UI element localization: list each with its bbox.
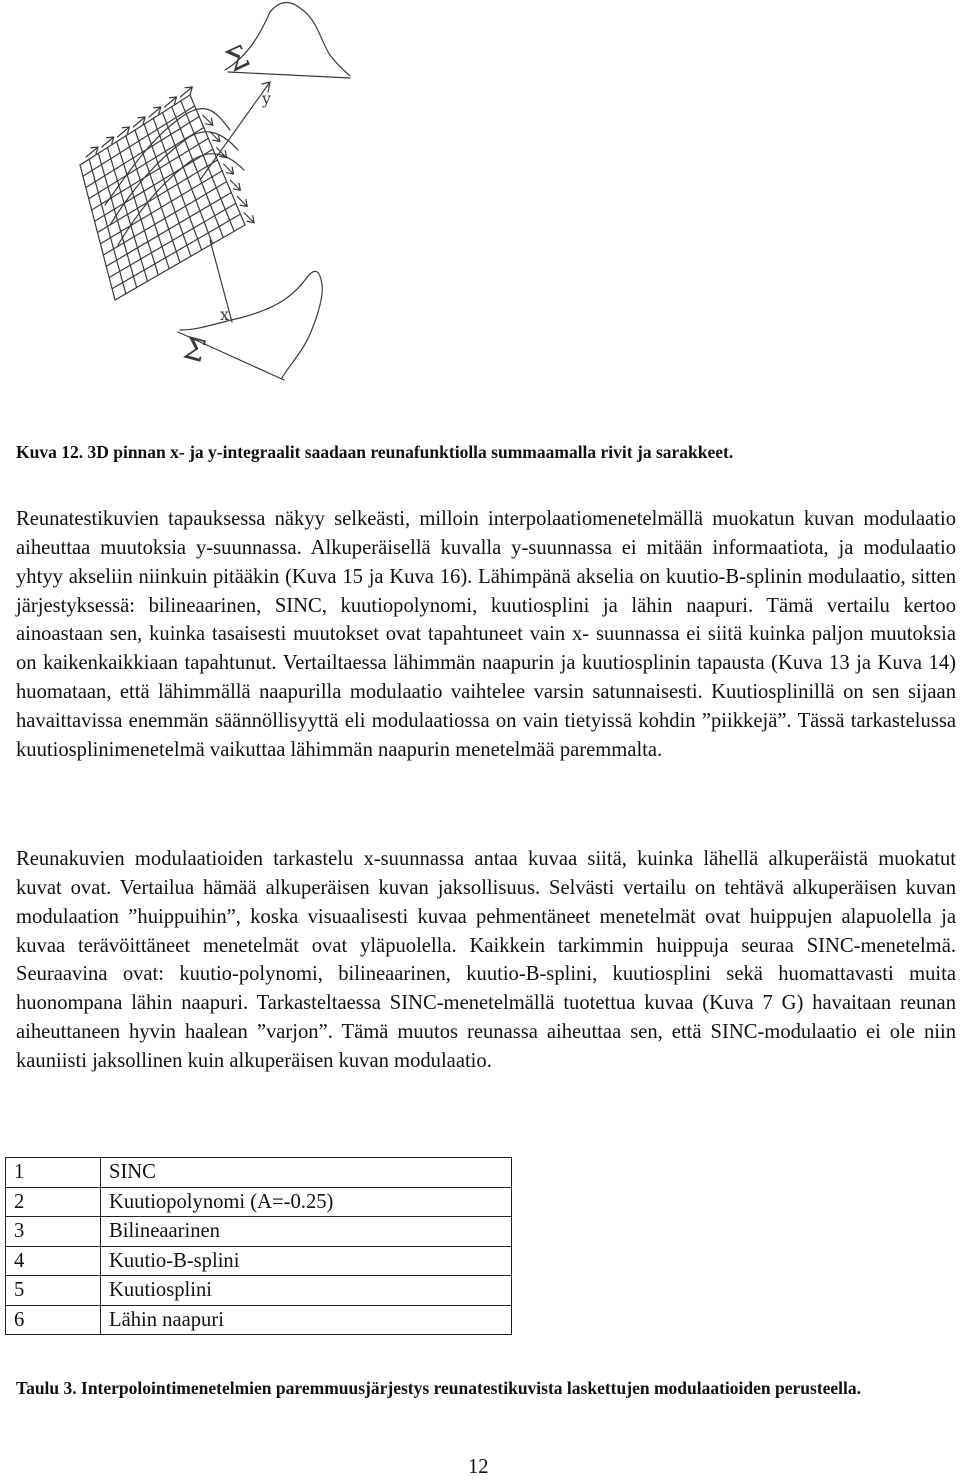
surface-integral-sketch: [0, 0, 400, 400]
method-cell: Kuutiosplini: [101, 1276, 512, 1306]
sum-arrow: [117, 127, 129, 137]
method-cell: SINC: [101, 1158, 512, 1188]
sigma-top-label: Σ: [221, 38, 256, 80]
grid-line: [172, 107, 224, 238]
table-caption: Taulu 3. Interpolointimenetelmien paremmuusjärjestys reunatestikuvista laskettujen modulaatioiden perusteella.: [16, 1378, 862, 1398]
rank-cell: 4: [6, 1246, 101, 1276]
table-row: [6, 1305, 512, 1335]
sum-arrow: [244, 213, 254, 223]
method-cell: Kuutio-B-splini: [101, 1246, 512, 1276]
method-cell: Bilineaarinen: [101, 1217, 512, 1247]
x-axis-label: x: [220, 305, 230, 324]
table-row: [6, 1276, 512, 1306]
sum-arrow: [165, 97, 177, 107]
ranking-table: [5, 1157, 512, 1335]
sum-arrow: [203, 115, 213, 125]
page-number: 12: [468, 1456, 489, 1478]
sum-arrow: [230, 180, 240, 190]
surface-ridge-curve: [118, 154, 244, 245]
body-paragraph-2: Reunakuvien modulaatioiden tarkastelu x-suunnassa antaa kuvaa siitä, kuinka lähellä alkuperäistä muokatut kuvat ovat. Vertailua hämää alkuperäisen kuvan jaksollisuus. Selvästi vertailu on tehtävä alkuperäisen kuvan modulaation ”huippuihin”, koska visuaalisesti kuvaa pehmentäneet menetelmät ovat huippujen alapuolella ja kuvaa terävöittäneet menetelmät ovat yläpuolella. Kaikkein tarkimmin huippuja seuraa SINC-menetelmä. Seuraavina ovat: kuutio-polynomi, bilineaarinen, kuutio-B-splini, kuutiosplini sekä huomattavasti muita huonompana lähin naapuri. Tarkasteltaessa SINC-menetelmällä tuotettua kuvaa (Kuva 7 G) havaitaan reunan aiheuttaneen hyvin haalean ”varjon”. Tämä muutos reunassa aiheuttaa sen, että SINC-modulaatio ei ole niin kauniisti jaksollinen kuin alkuperäisen kuvan modulaatio.: [16, 848, 956, 1072]
table-row: [6, 1246, 512, 1276]
rank-cell: 1: [6, 1158, 101, 1188]
sum-arrow: [133, 117, 145, 127]
sum-arrow: [237, 197, 247, 207]
grid-line: [98, 160, 218, 233]
sigma-bottom-label: Σ: [179, 330, 210, 371]
body-paragraph-1: Reunatestikuvien tapauksessa näkyy selkeästi, milloin interpolaatiomenetelmällä muokatun kuvan modulaatio aiheuttaa muutoksia y-suunnassa. Alkuperäisellä kuvalla y-suunnassa ei mitään informaatiota, ja modulaatio yhtyy akseliin niinkuin pitääkin (Kuva 15 ja Kuva 16). Lähimpänä akselia on kuutio-B-splinin modulaatio, sitten järjestyksessä: bilineaarinen, SINC, kuutiopolynomi, kuutiosplini ja lähin naapuri. Tämä vertailu kertoo ainoastaan sen, kuinka tasaisesti muutokset ovat tapahtuneet vain x- suunnassa ei siitä kuinka paljon muutoksia on kaikenkaikkiaan tapahtunut. Vertailtaessa lähimmän naapurin ja kuutiosplinin tapausta (Kuva 13 ja Kuva 14) huomataan, että lähimmällä naapurilla modulaatio vaihtelee varsin satunnaisesti. Kuutiosplinillä on sen sijaan havaittavissa enemmän säännöllisyyttä eli modulaatiossa on vain tietyissä kohdin ”piikkejä”. Tässä tarkastelussa kuutiosplinimenetelmä vaikuttaa lähimmän naapurin menetelmää paremmalta.: [16, 508, 956, 761]
grid-line: [100, 171, 222, 244]
sum-arrow: [224, 164, 234, 174]
y-axis-label: y: [262, 89, 272, 108]
rank-cell: 2: [6, 1187, 101, 1217]
grid-line: [153, 118, 201, 250]
table-row: [6, 1217, 512, 1247]
sum-arrow: [102, 137, 114, 147]
sketch-svg: [0, 0, 400, 400]
table-row: [6, 1187, 512, 1217]
sum-arrow: [86, 147, 98, 157]
method-cell: Lähin naapuri: [101, 1305, 512, 1335]
sum-arrow: [149, 107, 161, 117]
table-row: [6, 1158, 512, 1188]
y-axis-line: [200, 82, 270, 180]
method-cell: Kuutiopolynomi (A=-0.25): [101, 1187, 512, 1217]
figure-caption: Kuva 12. 3D pinnan x- ja y-integraalit saadaan reunafunktiolla summaamalla rivit ja sarakkeet.: [16, 442, 734, 462]
rank-cell: 5: [6, 1276, 101, 1306]
rank-cell: 6: [6, 1305, 101, 1335]
rank-cell: 3: [6, 1217, 101, 1247]
surface-grid: [80, 95, 245, 300]
